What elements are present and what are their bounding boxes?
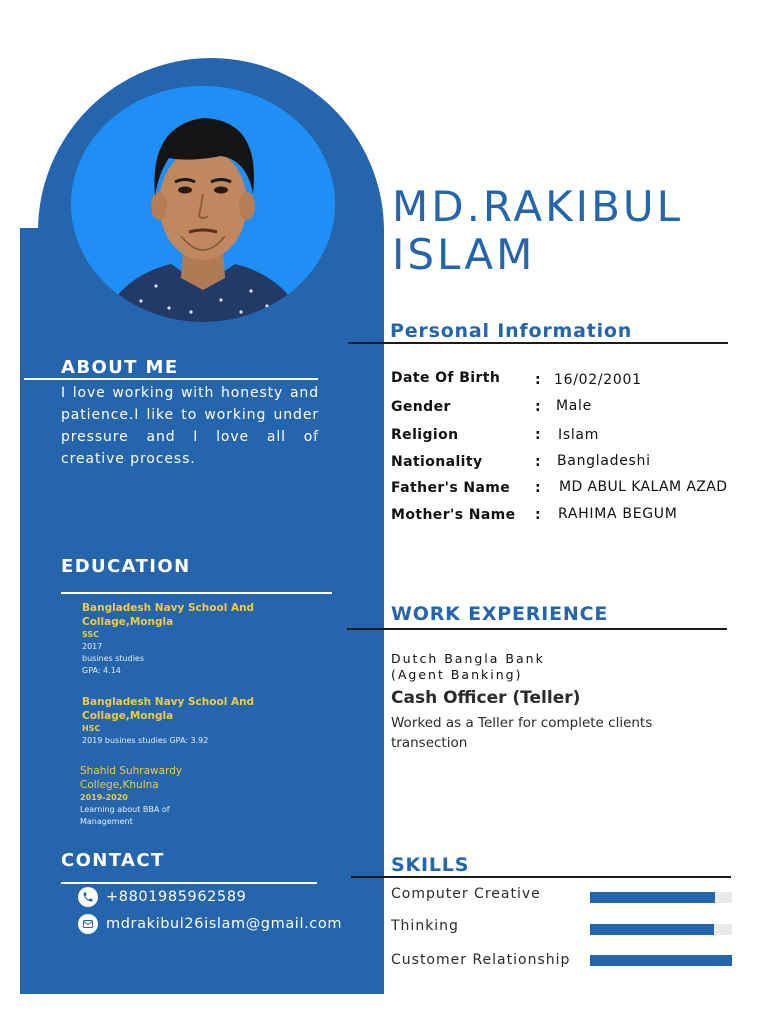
value-gender: Male [556, 398, 592, 414]
education-details: 2019 busines studies GPA: 3.92 [82, 736, 209, 745]
phone-number: +8801985962589 [106, 889, 247, 905]
label-separator: : [535, 454, 541, 470]
education-level: SSC [82, 630, 100, 639]
company-division: (Agent Banking) [391, 667, 523, 682]
work-description: Worked as a Teller for complete clients transection [391, 715, 653, 751]
education-school: Bangladesh Navy School And Collage,Mongla [82, 602, 255, 628]
phone-icon [78, 887, 98, 907]
work-company [391, 651, 545, 683]
skill-bar-computer-creative [590, 892, 732, 903]
about-text: I love working with honesty and patience.I like to working under pressure and I love all of creative process. [61, 385, 319, 467]
skill-name-customer-relationship: Customer Relationship [391, 952, 571, 968]
label-gender: Gender [391, 399, 451, 415]
work-role: Cash Officer (Teller) [391, 688, 581, 708]
education-school: Shahid Suhrawardy College,Khulna [80, 765, 183, 791]
contact-phone[interactable] [78, 887, 246, 907]
education-heading: EDUCATION [61, 556, 191, 577]
label-fathers-name: Father's Name [391, 480, 511, 496]
skill-fill [590, 892, 715, 903]
education-entry-hsc [82, 695, 272, 747]
label-separator: : [535, 507, 541, 523]
contact-divider [61, 882, 317, 884]
about-divider [24, 378, 318, 380]
education-school: Bangladesh Navy School And Collage,Mongla [82, 696, 255, 722]
label-nationality: Nationality [391, 454, 483, 470]
skill-name-computer-creative: Computer Creative [391, 886, 541, 902]
label-mothers-name: Mother's Name [391, 507, 516, 523]
label-separator: : [535, 372, 541, 388]
name-line-1: MD.RAKIBUL [392, 182, 684, 231]
skill-bar-thinking [590, 924, 732, 935]
skill-bar-customer-relationship [590, 955, 732, 966]
email-address: mdrakibul26islam@gmail.com [106, 916, 343, 932]
about-heading: ABOUT ME [61, 357, 179, 378]
work-experience-divider [347, 628, 727, 630]
contact-heading: CONTACT [61, 850, 165, 871]
value-mothers-name: RAHIMA BEGUM [558, 506, 678, 522]
candidate-name [392, 183, 683, 279]
contact-email[interactable] [78, 914, 342, 934]
education-gpa: GPA: 4.14 [82, 666, 121, 675]
education-year: 2017 [82, 642, 103, 651]
skill-fill [590, 924, 714, 935]
value-nationality: Bangladeshi [557, 453, 651, 469]
mail-icon [78, 914, 98, 934]
profile-photo [71, 86, 335, 322]
label-separator: : [535, 480, 541, 496]
skills-heading: SKILLS [391, 854, 470, 876]
education-subject: busines studies [82, 654, 145, 663]
education-divider [61, 592, 332, 594]
label-separator: : [535, 399, 541, 415]
education-course: Learning about BBA of [80, 805, 170, 814]
label-separator: : [535, 427, 541, 443]
work-experience-heading: WORK EXPERIENCE [391, 603, 609, 625]
education-entry-ssc [82, 601, 272, 677]
personal-info-heading: Personal Information [390, 320, 633, 342]
skill-fill [590, 955, 732, 966]
personal-info-divider [348, 342, 728, 344]
skills-divider [351, 876, 731, 878]
value-fathers-name: MD ABUL KALAM AZAD [559, 479, 728, 495]
education-level: HSC [82, 724, 101, 733]
education-course: Management [80, 817, 133, 826]
education-entry-bba [80, 764, 220, 828]
value-date-of-birth: 16/02/2001 [554, 372, 642, 388]
company-name: Dutch Bangla Bank [391, 651, 545, 666]
name-line-2: ISLAM [392, 230, 536, 279]
value-religion: Islam [558, 427, 600, 443]
label-date-of-birth: Date Of Birth [391, 370, 501, 386]
label-religion: Religion [391, 427, 459, 443]
education-level: 2019-2020 [80, 793, 128, 802]
skill-name-thinking: Thinking [391, 918, 459, 934]
